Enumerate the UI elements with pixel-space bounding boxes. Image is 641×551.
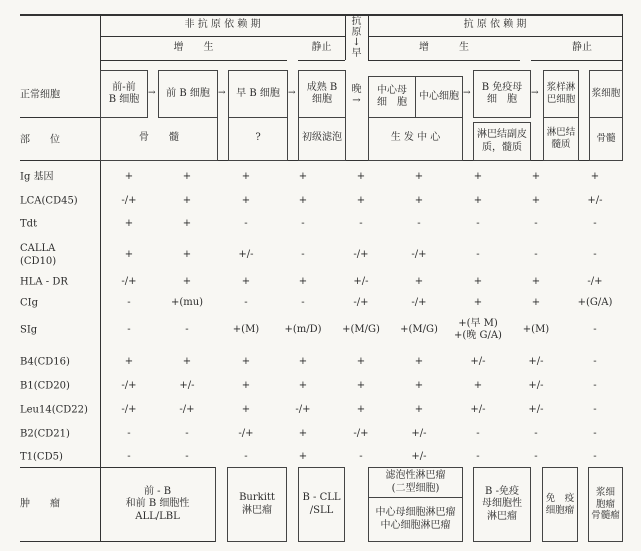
marker-value: - (244, 451, 248, 462)
divider (531, 60, 622, 61)
marker-value: + (241, 380, 251, 391)
marker-label: LCA(CD45) (20, 195, 78, 207)
divider (298, 60, 345, 61)
marker-value: +/- (587, 195, 603, 206)
marker-value: +/- (470, 404, 486, 415)
marker-value: + (241, 171, 251, 182)
transition-late: 晚 → (351, 84, 362, 106)
marker-value: +/- (528, 404, 544, 415)
marker-value: + (473, 276, 483, 287)
marker-value: +/- (528, 380, 544, 391)
marker-value: + (298, 451, 308, 462)
marker-value: - (244, 218, 248, 229)
marker-value: + (124, 356, 134, 367)
tumor-pre-b-all: 前 - B 和前 B 细胞性 ALL/LBL (100, 467, 216, 542)
marker-label: HLA - DR (20, 276, 68, 288)
marker-value: +/- (238, 249, 254, 260)
marker-value: - (476, 428, 480, 439)
marker-value: -/+ (353, 249, 369, 260)
marker-value: - (127, 297, 131, 308)
marker-value: + (356, 404, 366, 415)
marker-value: + (531, 195, 541, 206)
marker-value: +/- (470, 356, 486, 367)
marker-value: + (531, 276, 541, 287)
marker-value: - (301, 297, 305, 308)
marker-value: + (356, 380, 366, 391)
tumor-immunoblastic: B -免疫 母细胞性 淋巴瘤 (473, 467, 531, 542)
marker-value: -/+ (353, 428, 369, 439)
marker-value: + (182, 195, 192, 206)
arrow-right-icon: → (531, 88, 539, 98)
marker-value: -/+ (238, 428, 254, 439)
marker-value: -/+ (121, 404, 137, 415)
tumor-plasmacytoma: 浆细 胞瘤 骨髓瘤 (588, 467, 623, 542)
marker-value: +(G/A) (577, 297, 613, 308)
marker-value: - (476, 218, 480, 229)
divider (100, 60, 287, 61)
arrow-right-icon: → (288, 88, 296, 98)
marker-value: - (593, 428, 597, 439)
marker-value: + (414, 171, 424, 182)
location-medulla: 淋巴结 髓质 (543, 117, 579, 161)
marker-value: + (241, 356, 251, 367)
marker-value: + (414, 276, 424, 287)
marker-value: -/+ (121, 380, 137, 391)
marker-value: + (473, 195, 483, 206)
cell-immunoblast: B 免疫母 细 胞 (473, 70, 531, 118)
arrow-right-icon: → (463, 88, 471, 98)
marker-value: -/+ (411, 297, 427, 308)
marker-value: + (124, 171, 134, 182)
marker-value: + (473, 297, 483, 308)
divider (100, 36, 345, 37)
cell-mature-b: 成熟 B 细胞 (298, 70, 346, 118)
marker-value: +/- (411, 428, 427, 439)
divider (368, 36, 622, 37)
marker-value: - (534, 249, 538, 260)
marker-value: + (473, 380, 483, 391)
marker-value: - (127, 324, 131, 335)
marker-value: -/+ (353, 297, 369, 308)
marker-value: - (593, 356, 597, 367)
marker-value: - (593, 404, 597, 415)
marker-label: B1(CD20) (20, 380, 70, 392)
location-germinal-center: 生 发 中 心 (368, 117, 463, 161)
cell-pre-pre-b: 前-前 B 细胞 (100, 70, 148, 118)
marker-value: - (244, 297, 248, 308)
non-antigen-phase-header: 非 抗 原 依 赖 期 (184, 19, 261, 30)
marker-value: -/+ (121, 276, 137, 287)
location-bone-marrow: 骨 髓 (100, 117, 218, 161)
marker-value: - (476, 249, 480, 260)
normal-cells-label: 正常细胞 (20, 89, 60, 101)
marker-value: - (593, 249, 597, 260)
location-unknown: ? (228, 117, 288, 161)
marker-value: - (593, 451, 597, 462)
marker-value: + (182, 218, 192, 229)
marker-value: + (182, 249, 192, 260)
marker-value: - (359, 451, 363, 462)
arrow-right-icon: → (218, 88, 226, 98)
arrow-right-icon: → (148, 88, 156, 98)
marker-value: + (414, 356, 424, 367)
location-label: 部 位 (20, 134, 60, 146)
marker-label: CALLA (CD10) (20, 243, 57, 267)
cell-centroblast: 中心母 细 胞 (368, 76, 416, 118)
marker-label: B2(CD21) (20, 428, 70, 440)
marker-value: +/- (179, 380, 195, 391)
marker-value: +(M/G) (400, 324, 438, 335)
marker-value: - (127, 428, 131, 439)
marker-value: +/- (411, 451, 427, 462)
marker-value: + (298, 195, 308, 206)
marker-value: +(M/G) (342, 324, 380, 335)
marker-value: + (298, 276, 308, 287)
cell-centrocyte: 中心细胞 (415, 76, 463, 118)
marker-value: +(mu) (170, 297, 204, 308)
marker-value: + (298, 171, 308, 182)
marker-value: +(M) (232, 324, 260, 335)
tumor-b-cll: B - CLL /SLL (298, 467, 345, 542)
marker-value: + (473, 171, 483, 182)
marker-value: - (534, 428, 538, 439)
marker-value: - (417, 218, 421, 229)
marker-value: + (356, 356, 366, 367)
resting-right: 静止 (572, 42, 592, 53)
marker-label: SIg (20, 324, 38, 336)
tumor-burkitt: Burkitt 淋巴瘤 (227, 467, 287, 542)
marker-value: + (182, 171, 192, 182)
cell-plasma: 浆细胞 (589, 70, 623, 118)
marker-value: - (593, 380, 597, 391)
cell-pre-b: 前 B 细胞 (158, 70, 218, 118)
location-paracortex: 淋巴结副皮 质，髓质 (473, 122, 531, 161)
marker-label: Leu14(CD22) (20, 404, 88, 416)
marker-value: - (185, 451, 189, 462)
resting-left: 静止 (311, 42, 332, 53)
marker-value: -/+ (295, 404, 311, 415)
marker-value: - (185, 428, 189, 439)
marker-value: + (356, 171, 366, 182)
marker-label: Ig 基因 (20, 171, 54, 183)
transition-early: 抗 原 ↓ 早 (351, 16, 362, 59)
marker-value: + (414, 195, 424, 206)
marker-value: + (414, 404, 424, 415)
marker-value: + (124, 249, 134, 260)
marker-value: + (241, 404, 251, 415)
location-primary-follicle: 初级滤泡 (298, 117, 346, 161)
cell-early-b: 早 B 细胞 (228, 70, 288, 118)
marker-value: - (593, 218, 597, 229)
cell-plasmacytoid: 浆样淋 巴细胞 (543, 70, 579, 118)
marker-value: +(早 M) +(晚 G/A) (454, 318, 502, 341)
marker-value: - (359, 218, 363, 229)
marker-value: -/+ (121, 195, 137, 206)
marker-value: + (298, 428, 308, 439)
marker-value: + (356, 195, 366, 206)
marker-value: - (301, 249, 305, 260)
marker-value: + (298, 380, 308, 391)
marker-value: - (593, 324, 597, 335)
marker-value: - (185, 324, 189, 335)
marker-value: +/- (528, 356, 544, 367)
marker-value: + (241, 195, 251, 206)
marker-value: + (298, 356, 308, 367)
proliferation-right: 增 生 (419, 42, 469, 53)
marker-value: + (241, 276, 251, 287)
proliferation-left: 增 生 (173, 42, 214, 53)
marker-value: + (182, 356, 192, 367)
marker-value: + (531, 297, 541, 308)
divider (368, 60, 520, 61)
marker-label: B4(CD16) (20, 356, 70, 368)
marker-value: +(m/D) (284, 324, 322, 335)
location-bone-marrow-2: 骨髓 (589, 117, 623, 161)
marker-value: +/- (353, 276, 369, 287)
tumor-centroblastic: 中心母细胞淋巴瘤 中心细胞淋巴瘤 (368, 497, 463, 542)
marker-value: - (534, 218, 538, 229)
marker-label: Tdt (20, 218, 38, 230)
marker-value: -/+ (587, 276, 603, 287)
marker-value: + (414, 380, 424, 391)
marker-value: -/+ (411, 249, 427, 260)
marker-value: - (127, 451, 131, 462)
tumor-immunocytoma: 免 疫 细胞瘤 (542, 467, 578, 542)
divider (20, 117, 100, 118)
marker-value: - (476, 451, 480, 462)
marker-value: +(M) (522, 324, 550, 335)
tumor-label: 肿 瘤 (20, 498, 60, 510)
marker-value: -/+ (179, 404, 195, 415)
tumor-follicular: 滤泡性淋巴瘤 (二型细胞) (368, 467, 463, 498)
marker-value: - (534, 451, 538, 462)
marker-value: + (590, 171, 600, 182)
marker-value: + (531, 171, 541, 182)
marker-label: T1(CD5) (20, 451, 63, 463)
marker-value: + (124, 218, 134, 229)
marker-value: - (301, 218, 305, 229)
top-rule (20, 14, 622, 16)
antigen-phase-header: 抗 原 依 赖 期 (463, 19, 527, 30)
marker-label: CIg (20, 297, 39, 309)
marker-value: + (182, 276, 192, 287)
